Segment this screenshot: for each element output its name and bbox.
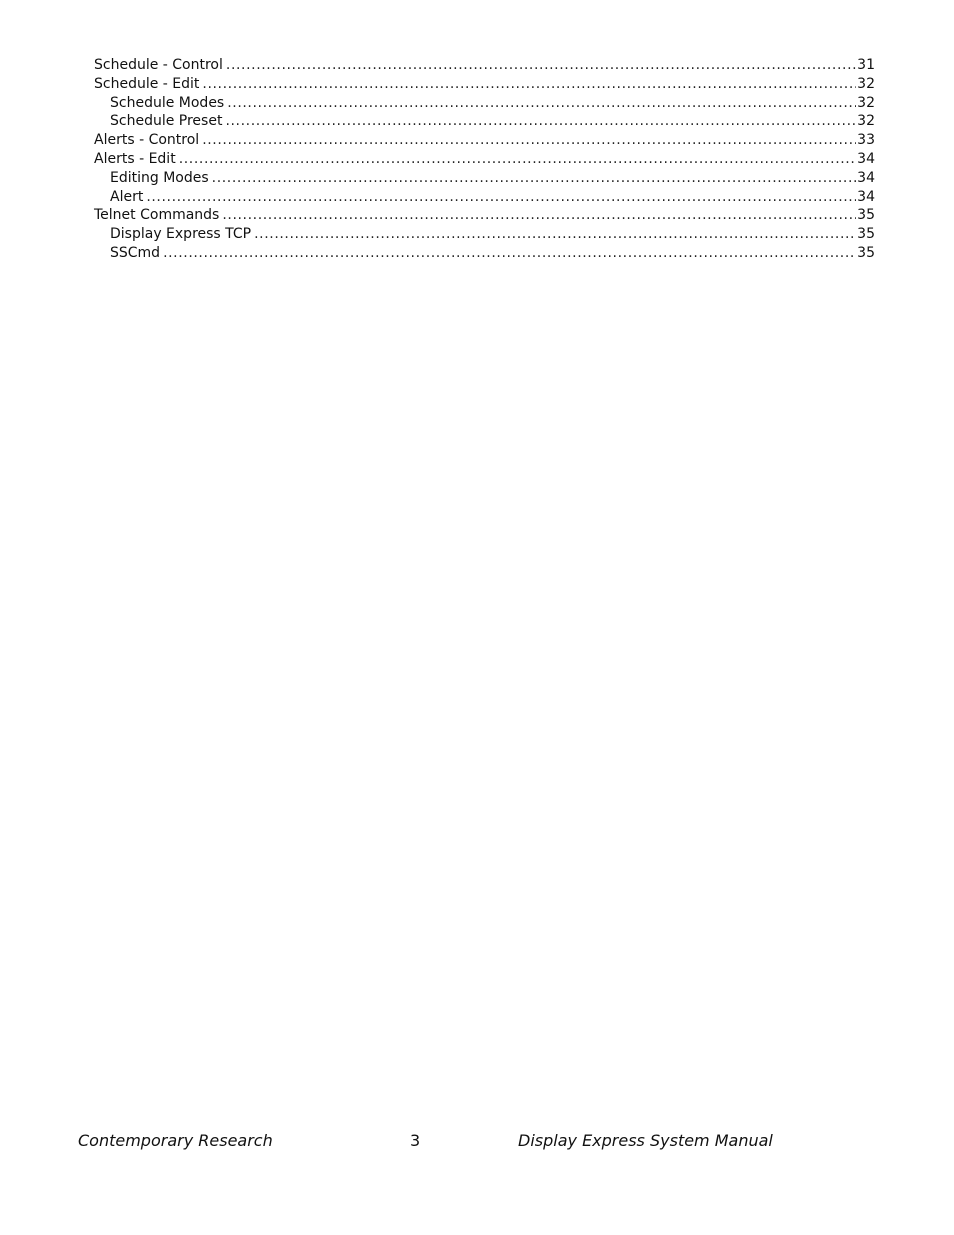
toc-entry-title: Schedule - Edit (94, 75, 200, 92)
toc-entry[interactable] (94, 150, 875, 169)
toc-entry-page: 35 (857, 226, 875, 243)
toc-entry-title: Telnet Commands (94, 207, 220, 224)
toc-entry-page: 32 (857, 75, 875, 92)
toc-entry-title: SSCmd (110, 244, 161, 261)
footer-manual-title: Display Express System Manual (518, 1131, 773, 1150)
toc-dot-leader (146, 188, 856, 207)
footer-company: Contemporary Research (78, 1131, 273, 1150)
toc-entry-page: 35 (857, 244, 875, 261)
toc-dot-leader (163, 244, 856, 263)
toc-entry-page: 34 (857, 150, 875, 167)
toc-entry-page: 33 (857, 132, 875, 149)
footer-page-number: 3 (410, 1131, 421, 1150)
toc-entry[interactable] (94, 206, 875, 225)
toc-entry-title: Display Express TCP (110, 226, 252, 243)
toc-dot-leader (179, 150, 856, 169)
toc-entry-page: 35 (857, 207, 875, 224)
toc-dot-leader (212, 169, 857, 188)
toc-entry[interactable] (94, 56, 875, 75)
toc-entry-page: 34 (857, 188, 875, 205)
toc-entry-title: Schedule - Control (94, 57, 223, 73)
toc-dot-leader (227, 94, 856, 113)
toc-entry-title: Schedule Modes (110, 94, 225, 111)
toc-entry[interactable] (94, 94, 875, 113)
toc-entry-title: Alerts - Control (94, 132, 200, 149)
toc-entry[interactable] (94, 225, 875, 244)
toc-entry-title: Editing Modes (110, 169, 209, 186)
toc-dot-leader (254, 225, 856, 244)
toc-entry[interactable] (94, 112, 875, 131)
toc-entry[interactable] (94, 244, 875, 263)
toc-entry[interactable] (94, 169, 875, 188)
toc-dot-leader (225, 112, 856, 131)
page-footer (0, 1131, 954, 1153)
table-of-contents (94, 56, 875, 263)
toc-entry-title: Alerts - Edit (94, 150, 176, 167)
toc-dot-leader (202, 131, 856, 150)
toc-entry-title: Schedule Preset (110, 113, 223, 130)
toc-entry-page: 32 (857, 94, 875, 111)
toc-entry[interactable] (94, 188, 875, 207)
toc-entry-page: 32 (857, 113, 875, 130)
toc-entry[interactable] (94, 75, 875, 94)
toc-entry[interactable] (94, 131, 875, 150)
toc-entry-page: 34 (857, 169, 875, 186)
toc-dot-leader (226, 56, 856, 75)
toc-dot-leader (202, 75, 856, 94)
toc-entry-page: 31 (857, 57, 875, 73)
toc-dot-leader (222, 206, 856, 225)
toc-entry-title: Alert (110, 188, 144, 205)
